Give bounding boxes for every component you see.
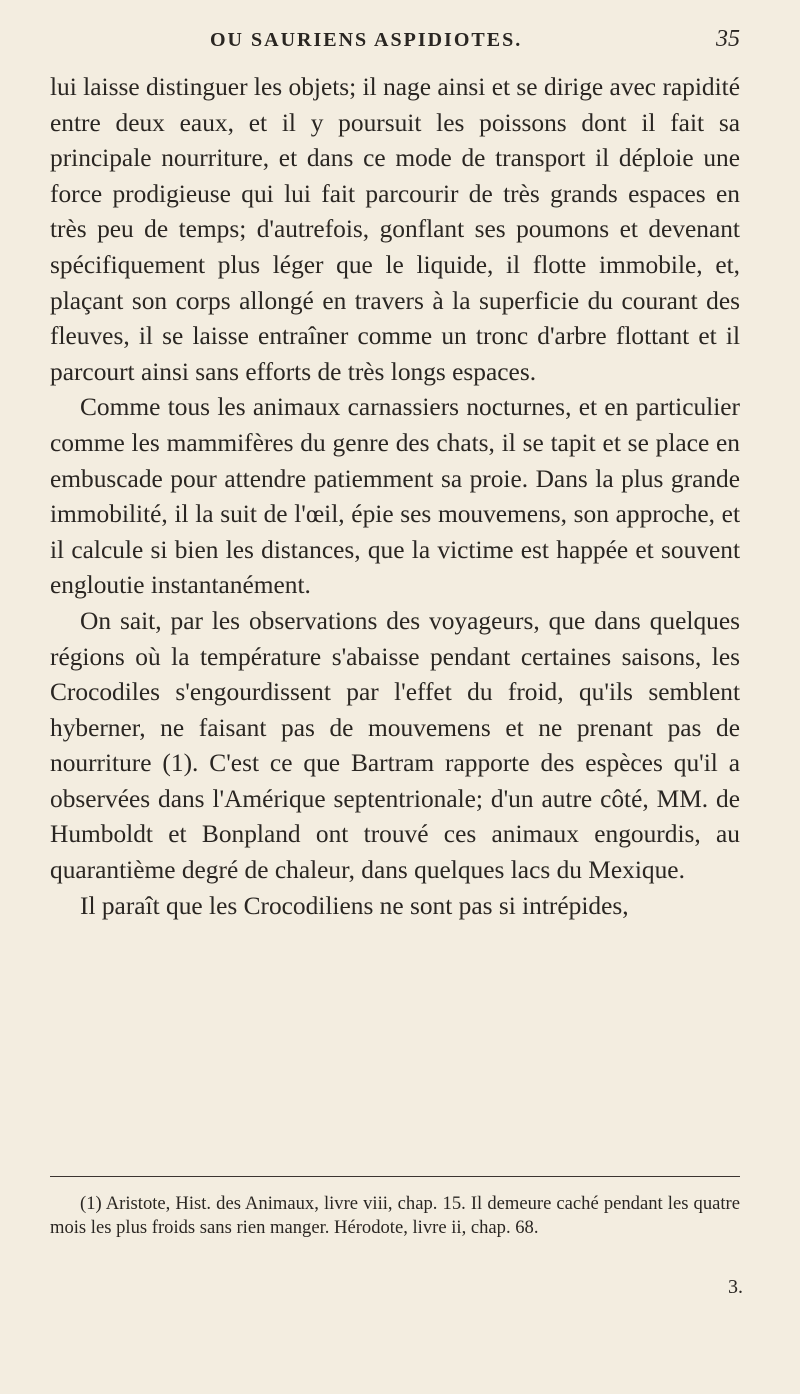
signature-mark: 3.	[728, 1276, 743, 1298]
footnote-divider	[50, 1176, 740, 1177]
running-title: OU SAURIENS ASPIDIOTES.	[210, 29, 523, 51]
paragraph-2: Comme tous les animaux carnassiers nocturnes, et en particulier comme les mammifères du genre des chats, il se tapit et se place en embuscade pour attendre patiemment sa proie. Dans la plus grande immobilité, il la suit de l'œil, épie ses mouvemens, son approche, et il calcule si bien les distances, que la victime est happée et souvent engloutie instantanément.	[50, 393, 740, 600]
paragraph-3: On sait, par les observations des voyageurs, que dans quelques régions où la température s'abaisse pendant certaines saisons, les Crocodiles s'engourdissent par l'effet du froid, qu'ils semblent hyberner, ne faisant pas de mouvemens et ne prenant pas de nourriture (1). C'est ce que Bartram rapporte des espèces qu'il a observées dans l'Amérique septentrionale; d'un autre côté, MM. de Humboldt et Bonpland ont trouvé ces animaux engourdis, au quarantième degré de chaleur, dans quelques lacs du Mexique.	[50, 606, 740, 885]
paragraph-4: Il paraît que les Crocodiliens ne sont pas si intrépides,	[80, 891, 629, 920]
body-text	[50, 70, 740, 924]
page-number: 35	[716, 26, 740, 52]
footnote	[50, 1192, 740, 1239]
paragraph-1: lui laisse distinguer les objets; il nage ainsi et se dirige avec rapidité entre deux eaux, et il y poursuit les poissons dont il fait sa principale nourriture, et dans ce mode de transport il déploie une force prodigieuse qui lui fait parcourir de très grands espaces en très peu de temps; d'autrefois, gonflant ses poumons et devenant spécifiquement plus léger que le liquide, il flotte immobile, et, plaçant son corps allongé en travers à la superficie du courant des fleuves, il se laisse entraîner comme un tronc d'arbre flottant et il parcourt ainsi sans efforts de très longs espaces.	[50, 73, 740, 386]
footnote-text: (1) Aristote, Hist. des Animaux, livre viii, chap. 15. Il demeure caché pendant les quatre mois les plus froids sans rien manger. Hérodote, livre ii, chap. 68.	[50, 1193, 740, 1238]
running-header	[210, 26, 740, 66]
